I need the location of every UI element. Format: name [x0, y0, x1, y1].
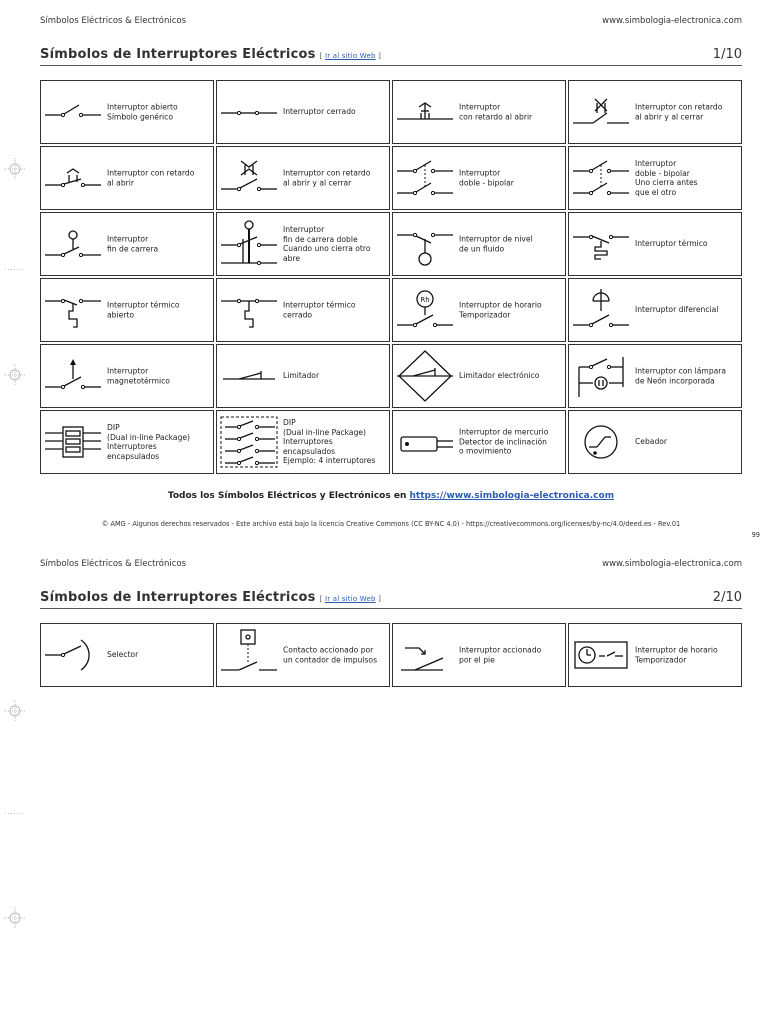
neon-lamp-switch-icon: [571, 347, 631, 405]
symbol-label-line: Interruptor con retardo: [635, 102, 723, 112]
symbol-label-line: Interruptor térmico: [635, 239, 708, 249]
symbol-label-line: Interruptores: [107, 442, 157, 451]
symbol-label-line: Interruptor de mercurio: [459, 427, 549, 437]
delay-open-icon: [395, 83, 455, 141]
site-link[interactable]: Ir al sitio Web: [324, 52, 376, 60]
symbol-label: [459, 168, 562, 187]
page-title: [40, 47, 381, 62]
symbol-label-line: encapsulados: [283, 446, 336, 456]
symbol-label-line: Interruptor con retardo: [283, 168, 371, 178]
symbol-cell: [216, 278, 390, 342]
site-link-wrap: [320, 595, 381, 603]
symbol-label: [107, 168, 210, 187]
symbol-label-line: Interruptor con retardo: [107, 168, 195, 178]
symbol-label-line: al abrir y al cerrar: [283, 178, 352, 187]
symbol-label-line: Interruptor: [635, 158, 677, 168]
title-row: [40, 46, 742, 66]
symbol-label-line: Uno cierra antes: [635, 178, 698, 187]
level-switch-icon: [395, 215, 455, 273]
symbol-label-line: Interruptor: [107, 234, 149, 244]
symbol-label-line: DIP: [107, 422, 120, 432]
symbol-label-line: Interruptores: [283, 437, 333, 447]
symbol-label: [459, 428, 562, 457]
limit-switch-icon: [43, 215, 103, 273]
symbol-label: [283, 225, 386, 263]
margin-dots: ......: [4, 264, 24, 272]
symbol-cell: [392, 623, 566, 687]
symbol-label-line: Interruptor térmico: [283, 300, 356, 310]
symbol-label-line: magnetotérmico: [107, 376, 170, 385]
header-right: www.simbologia-electronica.com: [602, 16, 742, 26]
symbol-label-line: Temporizador: [635, 655, 687, 664]
thermal-open-icon: [43, 281, 103, 339]
link-open-bracket: [: [319, 595, 323, 603]
symbol-label: [283, 107, 386, 117]
page-number: 2/10: [712, 590, 742, 605]
symbol-cell: [392, 344, 566, 408]
symbol-label-line: Limitador electrónico: [459, 371, 540, 381]
symbol-label-line: con retardo al abrir: [459, 112, 533, 121]
symbol-cell: [216, 410, 390, 474]
dip-icon: [43, 413, 103, 471]
symbol-label: [459, 300, 562, 319]
site-link-wrap: [320, 52, 381, 60]
registration-mark-icon: [4, 907, 26, 929]
symbol-label-line: Ejemplo: 4 interruptores: [283, 456, 376, 466]
symbol-cell: [568, 212, 742, 276]
foot-switch-icon: [395, 626, 455, 684]
page-title: [40, 590, 381, 605]
page-header: [40, 16, 742, 30]
symbol-label-line: Interruptor de horario: [635, 645, 718, 655]
symbol-label-line: encapsulados: [107, 451, 160, 461]
symbol-label: [283, 300, 386, 319]
symbol-label-line: Interruptor diferencial: [635, 305, 719, 315]
symbol-label-line: Interruptor: [283, 224, 325, 234]
symbol-label-line: fin de carrera doble: [283, 234, 358, 244]
symbol-label-line: Interruptor de nivel: [459, 234, 533, 244]
symbol-label: [283, 645, 386, 664]
magnetothermic-icon: [43, 347, 103, 405]
header-left: Símbolos Eléctricos & Electrónicos: [40, 16, 187, 26]
footer-link[interactable]: https://www.simbologia-electronica.com: [409, 491, 615, 501]
symbol-label: [459, 234, 562, 253]
symbol-label: [283, 168, 386, 187]
site-link[interactable]: Ir al sitio Web: [324, 595, 376, 603]
selector-icon: [43, 626, 103, 684]
symbol-label-line: de Neón incorporada: [635, 376, 715, 385]
symbol-label: [283, 371, 386, 381]
symbol-label-line: Interruptor accionado: [459, 645, 542, 655]
link-open-bracket: [: [319, 52, 323, 60]
switch-closed-icon: [219, 83, 279, 141]
symbol-label: [635, 437, 738, 447]
symbol-cell: [216, 80, 390, 144]
symbol-label: [635, 159, 738, 197]
pulse-counter-contact-icon: [219, 626, 279, 684]
symbol-label-line: Interruptor con lámpara: [635, 366, 727, 376]
symbol-label: [107, 300, 210, 319]
differential-switch-icon: [571, 281, 631, 339]
link-close-bracket: ]: [378, 595, 381, 603]
symbol-grid-page1: [40, 80, 743, 474]
symbol-label: [107, 423, 210, 461]
symbol-label-line: DIP: [283, 418, 296, 428]
symbol-label-line: que el otro: [635, 187, 677, 197]
header-right: www.simbologia-electronica.com: [602, 559, 742, 569]
symbol-label-line: por el pie: [459, 655, 495, 664]
symbol-cell: [568, 344, 742, 408]
registration-mark-icon: [4, 364, 26, 386]
symbol-label-line: Cebador: [635, 437, 668, 447]
delay-open-close-switch-icon: [219, 149, 279, 207]
symbol-label-line: Temporizador: [459, 310, 511, 319]
symbol-cell: [40, 623, 214, 687]
double-bipolar-stagger-icon: [571, 149, 631, 207]
symbol-label-line: Limitador: [283, 371, 320, 381]
symbol-cell: [216, 344, 390, 408]
symbol-label-line: Símbolo genérico: [107, 112, 173, 121]
symbol-label-line: o movimiento: [459, 446, 512, 456]
margin-dots: ......: [4, 808, 24, 816]
page2-header: [40, 559, 742, 573]
title-text: Símbolos de Interruptores Eléctricos: [40, 47, 316, 62]
symbol-cell: [392, 80, 566, 144]
symbol-cell: [568, 278, 742, 342]
symbol-grid-page2: [40, 623, 743, 687]
symbol-cell: [40, 146, 214, 210]
registration-mark-icon: [4, 158, 26, 180]
symbol-cell: [392, 278, 566, 342]
page-number: 1/10: [712, 47, 742, 62]
double-bipolar-icon: [395, 149, 455, 207]
symbol-cell: [568, 80, 742, 144]
symbol-cell: [216, 146, 390, 210]
registration-mark-icon: [4, 700, 26, 722]
symbol-label: [635, 305, 738, 315]
symbol-label: [459, 371, 562, 381]
symbol-label: [635, 239, 738, 249]
symbol-label-line: (Dual in-line Package): [107, 432, 191, 442]
symbol-label: [107, 234, 210, 253]
symbol-label-line: cerrado: [283, 310, 313, 319]
title-row-page2: [40, 589, 742, 609]
symbol-label-line: Interruptor de horario: [459, 300, 542, 310]
symbol-label: [107, 366, 210, 385]
symbol-label-line: Interruptor térmico: [107, 300, 180, 310]
symbol-cell: [568, 410, 742, 474]
mercury-switch-icon: [395, 413, 455, 471]
symbol-cell: [40, 410, 214, 474]
symbol-cell: [392, 410, 566, 474]
timer-switch-icon: [395, 281, 455, 339]
license-text: © AMG - Algunos derechos reservados - Este archivo está bajo la licencia Creative Commons (CC BY-NC 4.0) - https://creativecommons.org/licenses/by-nc/4.0/deed.es - Rev.01: [101, 520, 681, 528]
symbol-label: [107, 650, 210, 660]
symbol-label-line: Interruptor: [459, 102, 501, 112]
footer-prefix: Todos los Símbolos Eléctricos y Electrónicos en: [167, 491, 410, 501]
symbol-label-line: Selector: [107, 650, 139, 660]
symbol-label-line: Interruptor: [107, 366, 149, 376]
symbol-cell: [40, 80, 214, 144]
symbol-cell: [392, 146, 566, 210]
double-limit-switch-icon: [219, 215, 279, 273]
symbol-cell: [392, 212, 566, 276]
symbol-label-line: abre: [283, 253, 301, 263]
header-left: Símbolos Eléctricos & Electrónicos: [40, 559, 187, 569]
switch-open-icon: [43, 83, 103, 141]
clock-timer-icon: [571, 626, 631, 684]
svg-text:Rh: Rh: [420, 296, 430, 304]
symbol-label-line: Detector de inclinación: [459, 437, 547, 447]
symbol-label-line: Interruptor cerrado: [283, 107, 356, 117]
symbol-label-line: doble - bipolar: [459, 178, 514, 187]
symbol-label: [635, 645, 738, 664]
symbol-cell: [216, 623, 390, 687]
symbol-label-line: Interruptor: [459, 168, 501, 178]
symbol-label-line: (Dual in-line Package): [283, 427, 367, 437]
symbol-cell: [40, 212, 214, 276]
thermal-switch-icon: [571, 215, 631, 273]
symbol-cell: [568, 146, 742, 210]
symbol-label-line: fin de carrera: [107, 244, 159, 253]
thermal-closed-icon: [219, 281, 279, 339]
symbol-label: [635, 366, 738, 385]
symbol-cell: [568, 623, 742, 687]
symbol-label-line: doble - bipolar: [635, 168, 690, 178]
electronic-limiter-icon: [395, 347, 455, 405]
symbol-cell: [216, 212, 390, 276]
delay-open-switch-icon: [43, 149, 103, 207]
footer-all-symbols: [0, 491, 768, 501]
symbol-label-line: Interruptor abierto: [107, 102, 178, 112]
symbol-label-line: abierto: [107, 310, 135, 319]
symbol-label: [635, 102, 738, 121]
dip-4-icon: [219, 413, 279, 471]
link-close-bracket: ]: [378, 52, 381, 60]
symbol-label: [459, 102, 562, 121]
symbol-label-line: Contacto accionado por: [283, 645, 374, 655]
symbol-label: [459, 645, 562, 664]
delay-open-close-icon: [571, 83, 631, 141]
title-text: Símbolos de Interruptores Eléctricos: [40, 590, 316, 605]
symbol-label: [107, 102, 210, 121]
symbol-cell: [40, 278, 214, 342]
symbol-cell: [40, 344, 214, 408]
small-page-number: 99: [751, 531, 760, 539]
symbol-label-line: al abrir y al cerrar: [635, 112, 704, 121]
symbol-label-line: un contador de impulsos: [283, 655, 378, 664]
symbol-label: [283, 418, 386, 466]
symbol-label-line: Cuando uno cierra otro: [283, 244, 371, 253]
symbol-label-line: de un fluido: [459, 244, 505, 253]
symbol-label-line: al abrir: [107, 178, 135, 187]
starter-icon: [571, 413, 631, 471]
limiter-icon: [219, 347, 279, 405]
